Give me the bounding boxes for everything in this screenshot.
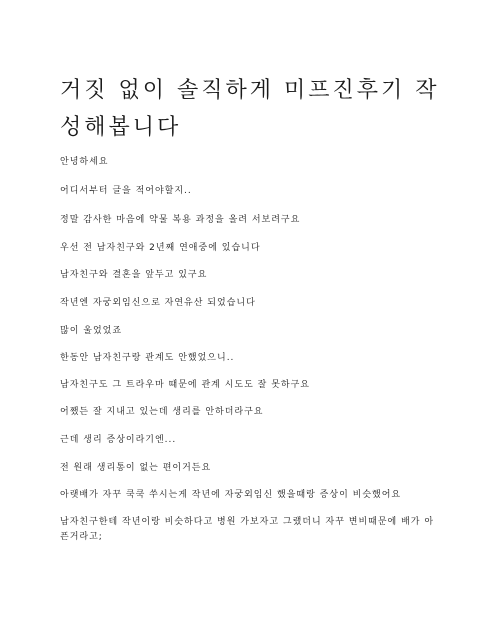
paragraph: 안녕하세요 [60, 157, 109, 167]
paragraph: 남자친구와 결혼을 앞두고 있구요 [60, 270, 208, 280]
paragraph: 어쨌든 잘 지내고 있는데 생리를 안하더라구요 [60, 407, 264, 417]
paragraph: 한동안 남자친구랑 관계도 안했었으니.. [60, 353, 235, 363]
document-title: 거짓 없이 솔직하게 미프진후기 작성해봅니다 [60, 78, 440, 140]
paragraph: 전 원래 생리통이 없는 편이거든요 [60, 463, 212, 473]
paragraph: 정말 감사한 마음에 약물 복용 과정을 올려 서보려구요 [60, 215, 301, 225]
paragraph: 우선 전 남자친구와 2년째 연애중에 있습니다 [60, 243, 261, 253]
paragraph: 많이 울었었죠 [60, 326, 123, 336]
paragraph: 아랫배가 자꾸 쿡쿡 쑤시는게 작년에 자궁외임신 했을때랑 증상이 비슷했어요 [60, 490, 402, 500]
paragraph: 남자친구한테 작년이랑 비슷하다고 병원 가보자고 그랬더니 자꾸 변비때문에 배가 아픈거라고; [60, 517, 435, 542]
paragraph: 근데 생리 증상이라기엔... [60, 435, 177, 445]
paragraph: 남자친구도 그 트라우마 때문에 관계 시도도 잘 못하구요 [60, 380, 310, 390]
paragraph: 어디서부터 글을 적어야할지.. [60, 186, 192, 196]
paragraph: 작년엔 자궁외임신으로 자연유산 되었습니다 [60, 298, 256, 308]
